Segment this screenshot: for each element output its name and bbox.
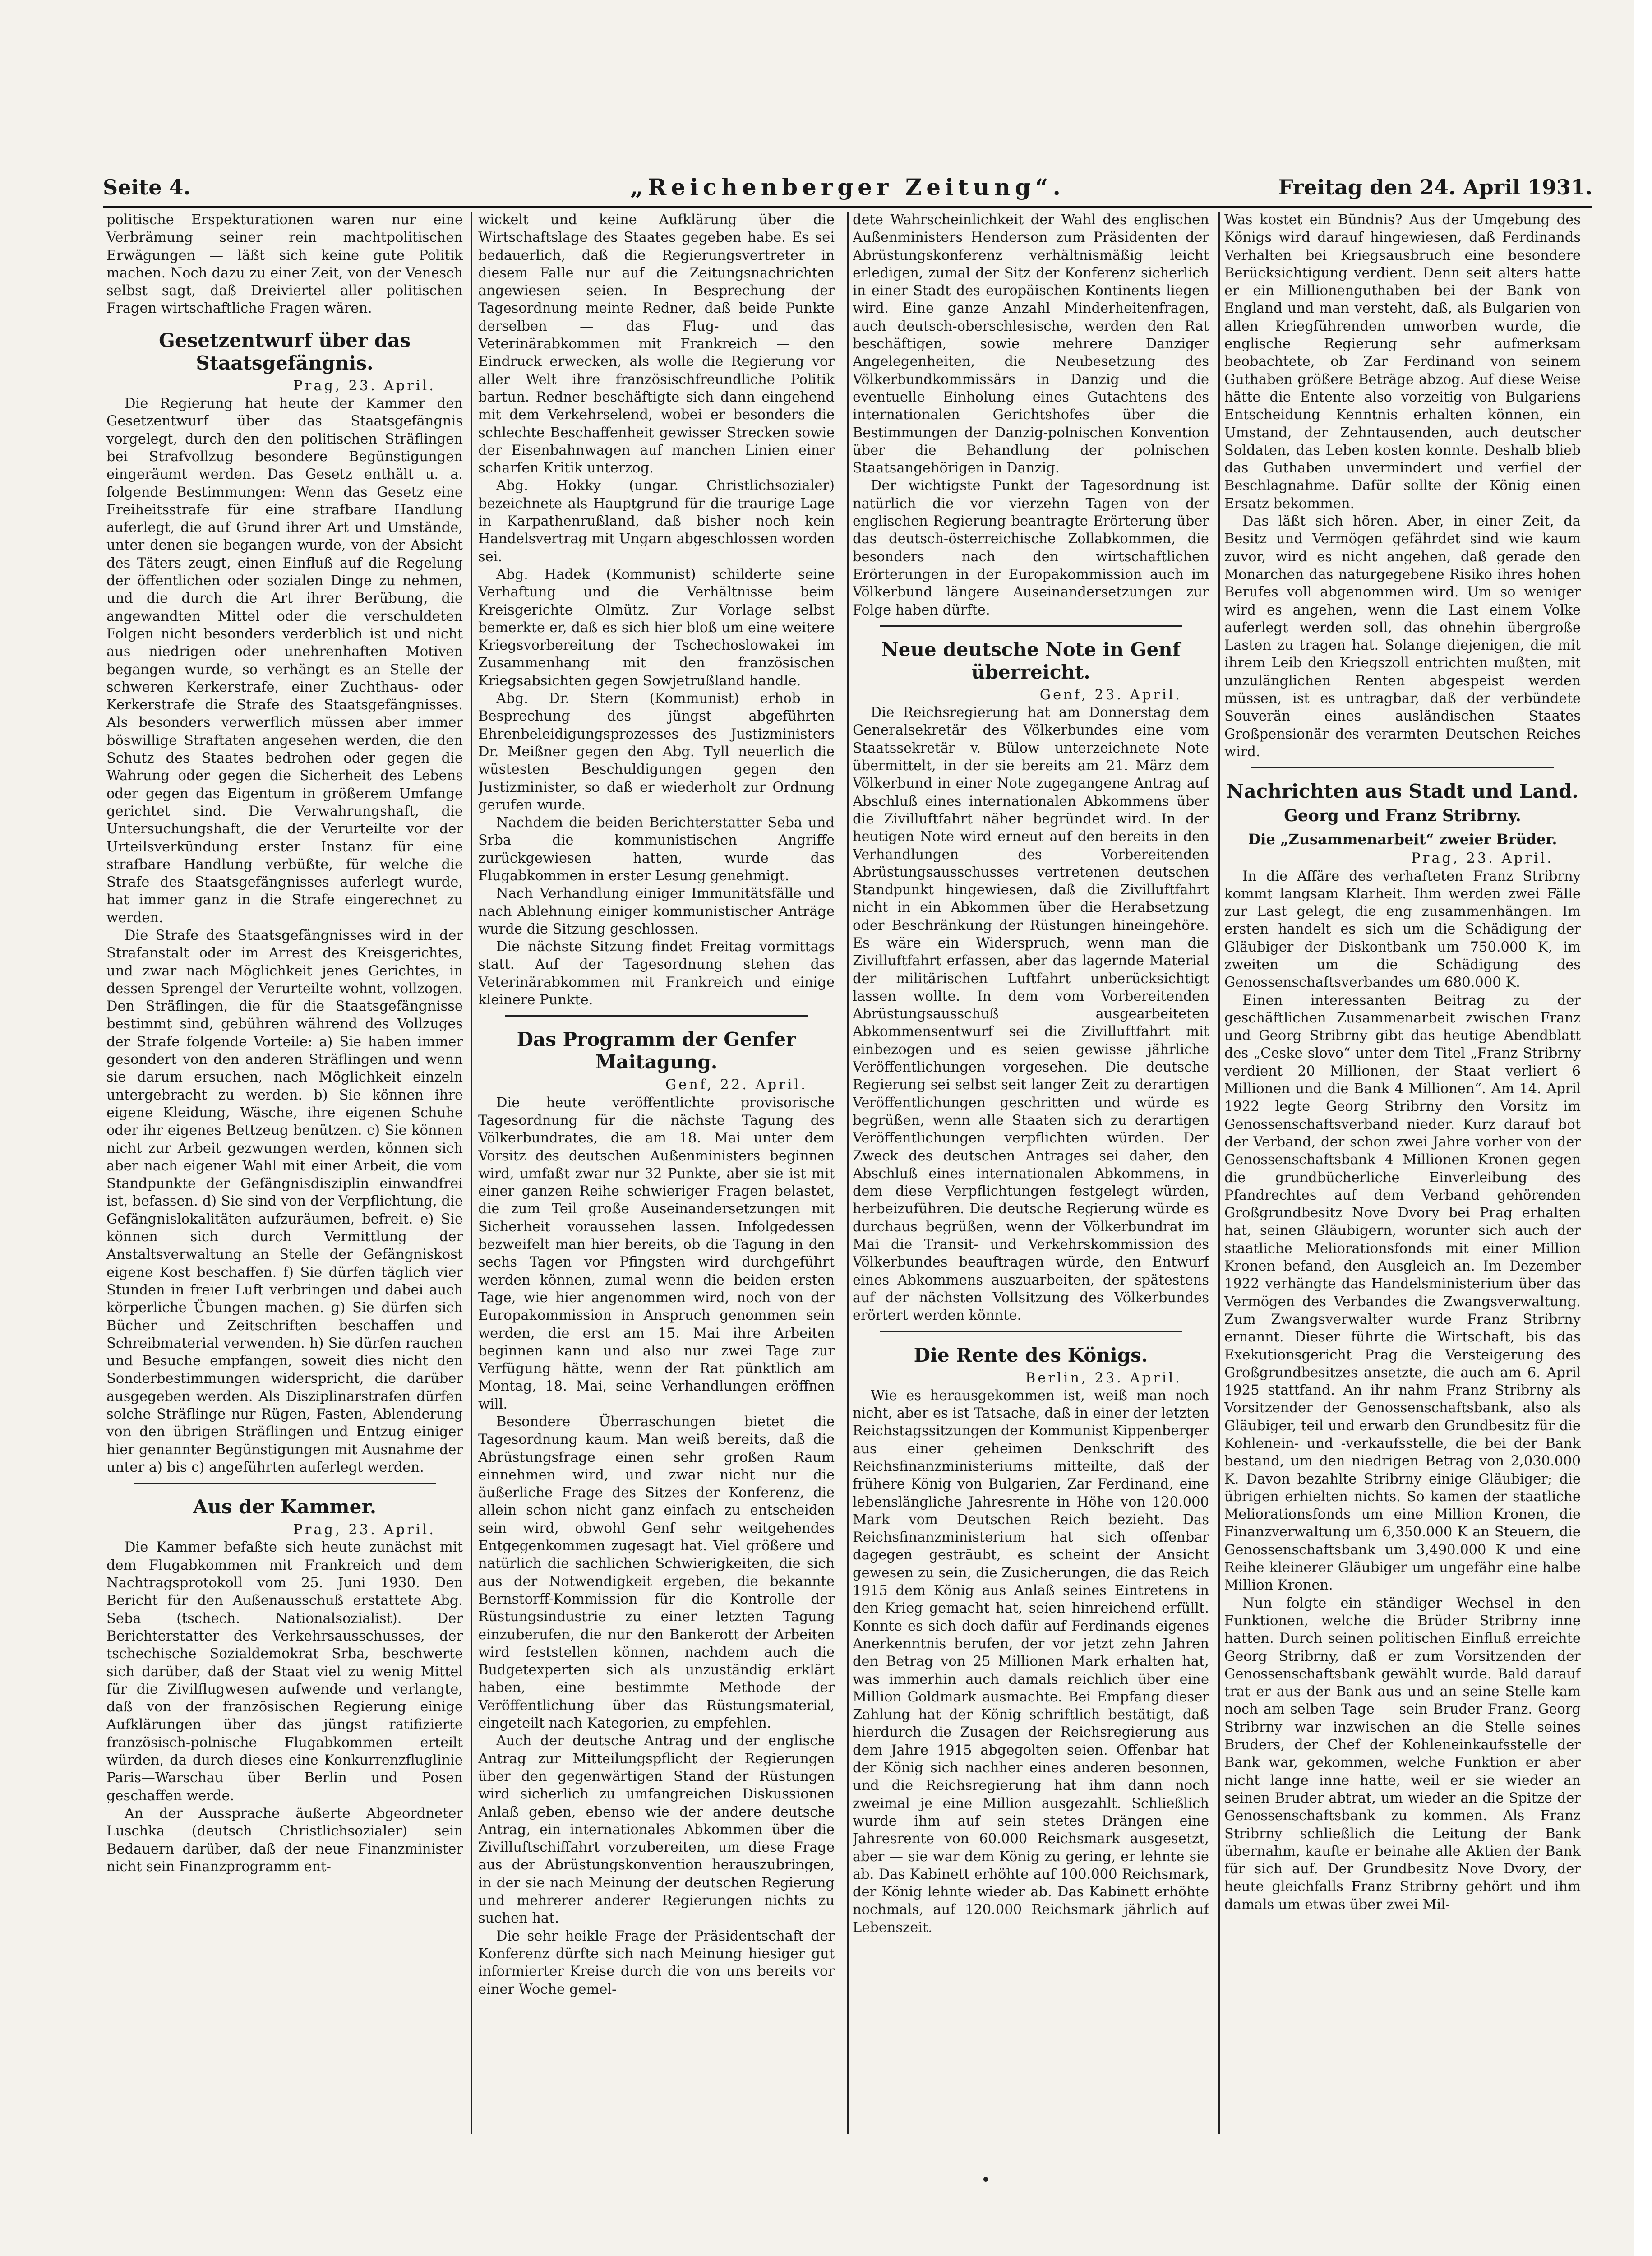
dateline: Genf, 22. April. bbox=[665, 1077, 808, 1093]
paragraph: Abg. Hokky (ungar. Christlichsozialer) bezeichnete als Hauptgrund für die traurige Lage in Karpathenrußland, daß bisher noch kein Handelsvertrag mit Ungarn abgeschlossen worden sei. bbox=[478, 478, 835, 565]
article-continuation: Was kostet ein Bündnis? Aus der Umgebung des Königs wird darauf hingewiesen, daß Ferdinands Verhalten bei Kriegsausbruch eine besondere Berücksichtigung verdient. Denn seit alters hatte er ein Millionenguthaben bei der Bank von England und man versteht, daß, als Bulgarien von allen Kriegführenden umworben wurde, die englische Regierung sehr aufmerksam beobachtete, ob Zar Ferdinand von seinem Guthaben größere Beträge abzog. Auf diese Weise hätte die Entente also vorzeitig von Bulgariens Entscheidung Kenntnis erhalten können, ein Umstand, der Zehntausenden, auch deutscher Soldaten, das Leben kosten konnte. Deshalb blieb das Guthaben unvermindert und verfiel der Beschlagnahme. Dafür sollte der König einen Ersatz bekommen. bbox=[1224, 212, 1581, 512]
subheadline-stribrny: Die „Zusammenarbeit“ zweier Brüder. bbox=[1248, 831, 1557, 848]
paragraph: Abg. Dr. Stern (Kommunist) erhob in Besprechung des jüngst abgeführten Ehrenbeleidigungsprozesses des Justizministers Dr. Meißner gegen den Abg. Tyll neuerlich die wüstesten Beschuldigungen gegen den Justizminister, so daß er wiederholt zur Ordnung gerufen wurde. bbox=[478, 691, 835, 813]
paragraph: In die Affäre des verhafteten Franz Stribrny kommt langsam Klarheit. Ihm werden zwei Fälle zur Last gelegt, die eng zusammenhängen. Im ersten handelt es sich um die Schädigung der Gläubiger der Diskontbank um 750.000 K, im zweiten um die Schädigung des Genossenschaftsverbandes um 680.000 K. bbox=[1224, 868, 1581, 991]
paragraph: Die sehr heikle Frage der Präsidentschaft der Konferenz dürfte sich nach Meinung hiesiger gut informierter Kreise durch die von uns bereits vor einer Woche gemel- bbox=[478, 1928, 835, 1997]
headline-stribrny: Georg und Franz Stribrny. bbox=[1284, 806, 1521, 826]
headline-genfer-maitagung: Das Programm der Genfer Maitagung. bbox=[517, 1028, 796, 1073]
paragraph: Nach Verhandlung einiger Immunitätsfälle und nach Ablehnung einiger kommunistischer Anträge wurde die Sitzung geschlossen. bbox=[478, 886, 835, 937]
dateline: Prag, 23. April. bbox=[293, 1522, 436, 1538]
article-divider bbox=[880, 625, 1182, 627]
dateline: Berlin, 23. April. bbox=[1025, 1370, 1182, 1386]
article-continuation: wickelt und keine Aufklärung über die Wirtschaftslage des Staates gegeben habe. Es sei bedauerlich, daß die Regierungsvertreter in diesem Falle nur auf die Zeitungsnachrichten angewiesen seien. In Besprechung der Tagesordnung meinte Redner, daß beide Punkte derselben — das Flug- und das Veterinärabkommen mit Frankreich — den Eindruck erwecken, als wolle die Regierung vor aller Welt ihre französischfreundliche Politik bartun. Redner beschäftigte sich dann eingehend mit dem Verkehrselend, wobei er besonders die schlechte Beschaffenheit gewisser Strecken sowie der Eisenbahnwagen auf manchen Linien einer scharfen Kritik unterzog. bbox=[478, 212, 835, 476]
paragraph: Die Kammer befaßte sich heute zunächst mit dem Flugabkommen mit Frankreich und dem Nachtragsprotokoll vom 25. Juni 1930. Den Bericht für den Außenausschuß erstattete Abg. Seba (tschech. Nationalsozialist). Der Berichterstatter des Verkehrsausschusses, der tschechische Sozialdemokrat Srba, beschwerte sich darüber, daß der Staat viel zu wenig Mittel für die Zivilflugwesen aufwende und verlangte, daß von der französischen Regierung einige Aufklärungen über das jüngst ratifizierte französisch-polnische Flugabkommen erteilt würden, da durch dieses eine Konkurrenzfluglinie Paris—Warschau über Berlin und Posen geschaffen werde. bbox=[106, 1539, 463, 1804]
article-divider bbox=[1251, 767, 1554, 768]
paragraph: Nun folgte ein ständiger Wechsel in den Funktionen, welche die Brüder Stribrny inne hatten. Durch seinen politischen Einfluß erreichte Georg Stribrny, daß er zum Vorsitzenden der Genossenschaftsbank gewählt wurde. Bald darauf trat er aus der Bank aus und an seine Stelle kam noch am selben Tage — sein Bruder Franz. Georg Stribrny war inzwischen an die Stelle seines Bruders, der Chef der Kohleneinkaufsstelle der Bank war, gekommen, welche Funktion er aber nicht lange inne hatte, weil er sie wieder an seinen Bruder abtrat, um wieder an die Spitze der Genossenschaftsbank zu kommen. Als Franz Stribrny schließlich die Leitung der Bank übernahm, kaufte er beinahe alle Aktien der Bank für sich auf. Der Grundbesitz Nove Dvory, der heute gleichfalls Franz Stribrny gehört und ihm damals um etwas über zwei Mil- bbox=[1224, 1595, 1581, 1913]
paragraph: Nachdem die beiden Berichterstatter Seba und Srba die kommunistischen Angriffe zurückgewiesen hatten, wurde das Flugabkommen in erster Lesung genehmigt. bbox=[478, 815, 835, 884]
paragraph: Einen interessanten Beitrag zu der geschäftlichen Zusammenarbeit zwischen Franz und Georg Stribrny gibt das heutige Abendblatt des „Ceske slovo“ unter dem Titel „Franz Stribrny verdient 20 Millionen, der Staat verliert 6 Millionen und die Bank 4 Millionen“. Am 14. April 1922 legte Georg Stribrny den Vorsitz im Genossenschaftsverband nieder. Kurz darauf bot der Verband, der schon zwei Jahre vorher von der Genossenschaftsbank 4 Millionen Kronen gegen die grundbücherliche Einverleibung des Pfandrechtes auf dem Verband gehörenden Großgrundbesitz Nove Dvory bei Prag erhalten hat, seinen Gläubigern, worunter sich auch der staatliche Meliorationsfonds mit einer Million Kronen befand, den Ausgleich an. Im Dezember 1922 verhängte das Handelsministerium über das Vermögen des Verbandes die Zwangsverwaltung. Zum Zwangsverwalter wurde Franz Stribrny ernannt. Dieser führte die Wirtschaft, bis das Exekutionsgericht Prag die Versteigerung des Großgrundbesitzes ansetzte, die auch am 6. April 1925 stattfand. An ihr nahm Franz Stribrny als Vorsitzender der Genossenschaftsbank, also als Gläubiger, teil und erwarb den Grundbesitz für die Kohlenein- und -verkaufsstelle, die bei der Bank bestand, um den niedrigen Betrag von 2,030.000 K. Davon bezahlte Stribrny einige Gläubiger; die übrigen erhielten nichts. So kamen der staatliche Meliorationsfonds um eine Million Kronen, die Finanzverwaltung um 6,350.000 K an Steuern, die Genossenschaftsbank um 3,490.000 K und eine Reihe kleinerer Gläubiger um ungefähr eine halbe Million Kronen. bbox=[1224, 992, 1581, 1594]
column-2 bbox=[478, 211, 835, 2142]
paragraph: Abg. Hadek (Kommunist) schilderte seine Verhaftung und die Verhältnisse beim Kreisgerichte Olmütz. Zur Vorlage selbst bemerkte er, daß es sich hier bloß um eine weitere Kriegsvorbereitung der Tschechoslowakei im Zusammenhang mit den französischen Kriegsabsichten gegen Sowjetrußland handle. bbox=[478, 566, 835, 689]
article-divider bbox=[134, 1483, 436, 1484]
headline-neue-note: Neue deutsche Note in Genf überreicht. bbox=[881, 638, 1181, 683]
headline-rente: Die Rente des Königs. bbox=[914, 1344, 1148, 1366]
issue-date: Freitag den 24. April 1931. bbox=[1278, 175, 1592, 199]
headline-staatsgefaengnis: Gesetzentwurf über das Staatsgefängnis. bbox=[159, 329, 411, 374]
paragraph: An der Aussprache äußerte Abgeordneter Luschka (deutsch Christlichsozialer) sein Bedauern darüber, daß der neue Finanzminister nicht sein Finanzprogramm ent- bbox=[106, 1805, 463, 1875]
paragraph: Besondere Überraschungen bietet die Tagesordnung kaum. Man weiß bereits, daß die Abrüstungsfrage einen sehr großen Raum einnehmen wird, und zwar nicht nur die äußerliche Frage des Sitzes der Konferenz, die allein schon nicht ganz einfach zu entscheiden sein wird, obwohl Genf sehr weitgehendes Entgegenkommen zugesagt hat. Viel größere und natürlich die sachlichen Schwierigkeiten, die sich aus der Notwendigkeit ergeben, die bekannte Bernstorff-Kommission für die Kontrolle der Rüstungsindustrie zu einer letzten Tagung einzuberufen, die nur den Bankerott der Arbeiten wird feststellen können, nachdem auch die Budgetexperten sich als unzuständig erklärt haben, eine bestimmte Methode der Veröffentlichung über das Rüstungsmaterial, eingeteilt nach Kategorien, zu empfehlen. bbox=[478, 1414, 835, 1732]
paragraph: Der wichtigste Punkt der Tagesordnung ist natürlich die vor vierzehn Tagen von der englischen Regierung beantragte Erörterung über das deutsch-österreichische Zollabkommen, die besonders nach den wirtschaftlichen Erörterungen in der Europakommission auch im Völkerbund längere Auseinandersetzungen zur Folge haben dürfte. bbox=[853, 478, 1209, 618]
paragraph: Auch der deutsche Antrag und der englische Antrag zur Mitteilungspflicht der Regierungen über den gegenwärtigen Stand der Rüstungen wird sicherlich zu umfangreichen Diskussionen Anlaß geben, ebenso wie der andere deutsche Antrag, ein internationales Abkommen über die Zivilluftschiffahrt vorzubereiten, um diese Frage aus der Abrüstungskonvention herauszubringen, in der sie nach Meinung der deutschen Regierung und mehrerer anderer Regierungen nichts zu suchen hat. bbox=[478, 1733, 835, 1927]
paragraph: Die Reichsregierung hat am Donnerstag dem Generalsekretär des Völkerbundes eine vom Staatssekretär v. Bülow unterzeichnete Note übermittelt, in der sie bereits am 21. März dem Völkerbund in einer Note zugegangene Antrag auf Abschluß eines internationalen Abkommens über die Zivilluftfahrt näher begründet wird. In der heutigen Note wird erneut auf den bereits in den Verhandlungen des Vorbereitenden Abrüstungsausschusses vertretenen deutschen Standpunkt hingewiesen, daß die Zivilluftfahrt nicht in ein Abkommen über die Herabsetzung oder Beschränkung der Rüstungen hineingehöre. Es wäre ein Widerspruch, wenn man die Zivilluftfahrt erfassen, aber das lagernde Material der militärischen Luftfahrt unberücksichtigt lassen wollte. In dem vom Vorbereitenden Abrüstungsausschuß ausgearbeiteten Abkommensentwurf sei die Zivilluftfahrt mit einbezogen und es seien gewisse jährliche Veröffentlichungen vorgesehen. Die deutsche Regierung sei selbst seit langer Zeit zu derartigen Veröffentlichungen geschritten und würde es begrüßen, wenn alle Staaten sich zu derartigen Veröffentlichungen verpflichten würden. Der Zweck des deutschen Antrages sei daher, den Abschluß eines internationalen Abkommens, in dem diese Verpflichtungen festgelegt würden, herbeizuführen. Die deutsche Regierung würde es durchaus begrüßen, wenn der Völkerbundrat im Mai die Transit- und Verkehrskommission des Völkerbundes beauftragen würde, den Entwurf eines Abkommens auszuarbeiten, der spätestens auf der nächsten Vollsitzung des Völkerbundes erörtert werden könnte. bbox=[853, 705, 1209, 1324]
page-header bbox=[103, 169, 1592, 205]
header-rule bbox=[103, 206, 1592, 208]
article-divider bbox=[505, 1015, 808, 1017]
dateline: Genf, 23. April. bbox=[1039, 687, 1182, 703]
article-continuation: dete Wahrscheinlichkeit der Wahl des englischen Außenministers Henderson zum Präsidenten der Abrüstungskonferenz verhältnismäßig leicht erledigen, zumal der Sitz der Konferenz sicherlich in einer Stadt des europäischen Kontinents liegen wird. Eine ganze Anzahl Minderheitenfragen, auch deutsch-oberschlesische, werden den Rat beschäftigen, sowie mehrere Danziger Angelegenheiten, die Neubesetzung des Völkerbundkommissärs in Danzig und die eventuelle Einholung eines Gutachtens des internationalen Gerichtshofes über die Bestimmungen der Danzig-polnischen Konvention über die Behandlung der polnischen Staatsangehörigen in Danzig. bbox=[853, 212, 1209, 476]
paragraph: Die nächste Sitzung findet Freitag vormittags statt. Auf der Tagesordnung stehen das Veterinärabkommen mit Frankreich und einige kleinere Punkte. bbox=[478, 939, 835, 1008]
paragraph: Das läßt sich hören. Aber, in einer Zeit, da Besitz und Vermögen gefährdet sind wie kaum zuvor, wird es nicht angehen, daß gerade den Monarchen das naturgegebene Risiko ihres hohen Berufes voll abgenommen wird. Um so weniger wird es angehen, wenn die Last einem Volke auferlegt werden soll, das ohnehin übergroße Lasten zu tragen hat. Solange diejenigen, die mit ihrem Leib den Kriegszoll entrichten mußten, mit unzulänglichen Renten abgespeist werden müssen, ist es untragbar, daß der verbündete Souverän eines ausländischen Staates Großpensionär des verarmten Deutschen Reiches wird. bbox=[1224, 513, 1581, 760]
column-rule-1 bbox=[471, 212, 472, 2134]
page-number: Seite 4. bbox=[103, 175, 191, 199]
print-speck bbox=[983, 2177, 988, 2182]
article-continuation: politische Erspekturationen waren nur eine Verbrämung seiner rein machtpolitischen Erwägungen — läßt sich keine gute Politik machen. Noch dazu zu einer Zeit, von der Venesch selbst sagt, daß Dreiviertel aller politischen Fragen wirtschaftliche Fragen wären. bbox=[106, 212, 463, 317]
column-4 bbox=[1224, 211, 1581, 2142]
newspaper-title: „Reichenberger Zeitung“. bbox=[630, 174, 1065, 200]
column-3 bbox=[853, 211, 1209, 2142]
column-rule-2 bbox=[847, 212, 849, 2134]
paragraph: Die Regierung hat heute der Kammer den Gesetzentwurf über das Staatsgefängnis vorgelegt, durch den den politischen Sträflingen bei Strafvollzug besondere Begünstigungen eingeräumt werden. Das Gesetz enthält u. a. folgende Bestimmungen: Wenn das Gesetz eine Freiheitsstrafe für eine strafbare Handlung auferlegt, die auf Grund ihrer Art und Umstände, unter denen sie begangen wurde, von der Absicht des Täters zeugt, einen Einfluß auf die Regelung der öffentlichen oder sozialen Dinge zu nehmen, und die durch die Art ihrer Berübung, die angewandten Mittel oder die verschuldeten Folgen nicht besonders verderblich ist und nicht aus niedrigen oder unehrenhaften Motiven begangen wurde, so verhängt es an Stelle der schweren Kerkerstrafe, einer Zuchthaus- oder Kerkerstrafe die Strafe des Staatsgefängnisses. Als besonders verwerflich müssen aber immer böswillige Straftaten angesehen werden, die den Schutz des Staates bedrohen oder gegen die Wahrung oder gegen die Sicherheit des Lebens oder gegen das Eigentum in größerem Umfange gerichtet sind. Die Verwahrungshaft, die Untersuchungshaft, die der Verurteilte vor der Urteilsverkündung erster Instanz für eine strafbare Handlung verbüßte, für welche die Strafe des Staatsgefängnisses auferlegt wurde, hat immer ganz in die Strafe eingerechnet zu werden. bbox=[106, 396, 463, 926]
scan-margin bbox=[1634, 0, 1652, 2256]
article-divider bbox=[880, 1331, 1182, 1332]
dateline: Prag, 23. April. bbox=[1411, 851, 1554, 867]
column-1 bbox=[106, 211, 463, 2142]
dateline: Prag, 23. April. bbox=[293, 378, 436, 394]
paragraph: Die Strafe des Staatsgefängnisses wird in der Strafanstalt oder im Arrest des Kreisgerichtes, und zwar nach Möglichkeit jenes Gerichtes, in dessen Sprengel der Verurteilte wohnt, vollzogen. Den Sträflingen, die für die Staatsgefängnisse bestimmt sind, gebühren während des Vollzuges der Strafe folgende Vorteile: a) Sie haben immer gesondert von den anderen Sträflingen und wenn sie darum ersuchen, nach Möglichkeit einzeln untergebracht zu werden. b) Sie können ihre eigene Kleidung, Wäsche, ihre eigenen Schuhe oder ihr eigenes Bettzeug benützen. c) Sie können nicht zur Arbeit gezwungen werden, können sich aber nach eigener Wahl mit einer Arbeit, die vom Standpunkte der Gefängnisdisziplin einwandfrei ist, befassen. d) Sie sind von der Verpflichtung, die Gefängnislokalitäten aufzuräumen, befreit. e) Sie können sich durch Vermittlung der Anstaltsverwaltung an Stelle der Gefängniskost eigene Kost beschaffen. f) Sie dürfen täglich vier Stunden in freier Luft verbringen und dabei auch körperliche Übungen machen. g) Sie dürfen sich Bücher und Zeitschriften beschaffen und Schreibmaterial verwenden. h) Sie dürfen rauchen und Besuche empfangen, soweit dies nicht den Sonderbestimmungen widerspricht, die darüber ausgegeben werden. Als Disziplinarstrafen dürfen solche Sträflinge nur Rügen, Fasten, Ablenderung von den übrigen Sträflingen und Entzug einiger hier genannter Begünstigungen mit Ausnahme der unter a) bis c) angeführten auferlegt werden. bbox=[106, 927, 463, 1475]
section-heading-stadt-land: Nachrichten aus Stadt und Land. bbox=[1227, 780, 1578, 803]
headline-kammer: Aus der Kammer. bbox=[193, 1496, 377, 1518]
paragraph: Wie es herausgekommen ist, weiß man noch nicht, aber es ist Tatsache, daß in einer der letzten Reichstagssitzungen der Kommunist Kippenberger aus einer geheimen Denkschrift des Reichsfinanzministeriums mitteilte, daß der frühere König von Bulgarien, Zar Ferdinand, eine lebenslängliche Jahresrente in Höhe von 120.000 Mark vom Deutschen Reich bezieht. Das Reichsfinanzministerium hat sich offenbar dagegen gesträubt, es scheint der Ansicht gewesen zu sein, die Zusicherungen, die das Reich 1915 dem König aus Anlaß seines Eintretens in den Krieg gemacht hat, seien hinreichend erfüllt. Konnte es sich doch dafür auf Ferdinands eigenes Anerkenntnis berufen, der vor jetzt zehn Jahren den Betrag von 25 Millionen Mark erhalten hat, was immerhin auch damals reichlich über eine Million Goldmark ausmachte. Bei Empfang dieser Zahlung hat der König schriftlich bestätigt, daß hierdurch die Zusagen der Reichsregierung aus dem Jahre 1915 abgegolten seien. Offenbar hat der König sich nachher eines anderen besonnen, und die Reichsregierung hat ihm dann noch zweimal je eine Million ausgezahlt. Schließlich wurde ihm auf sein stetes Drängen eine Jahresrente von 60.000 Reichsmark ausgesetzt, aber — sie war dem König zu gering, er lehnte sie ab. Das Kabinett erhöhte auf 100.000 Reichsmark, der König lehnte wieder ab. Das Kabinett erhöhte nochmals, auf 120.000 Reichsmark jährlich auf Lebenszeit. bbox=[853, 1387, 1209, 1936]
paragraph: Die heute veröffentlichte provisorische Tagesordnung für die nächste Tagung des Völkerbundrates, die am 18. Mai unter dem Vorsitz des deutschen Außenministers beginnen wird, umfaßt zwar nur 32 Punkte, aber sie ist mit einer ganzen Reihe schwieriger Fragen belastet, die zum Teil große Auseinandersetzungen mit Sicherheit voraussehen lassen. Infolgedessen bezweifelt man hier bereits, ob die Tagung in den sechs Tagen vor Pfingsten wird durchgeführt werden können, zumal wenn die beiden ersten Tage, wie hier angenommen wird, noch von der Europakommission in Anspruch genommen sein werden, die erst am 15. Mai ihre Arbeiten beginnen kann und also nur zwei Tage zur Verfügung hätte, wenn der Rat pünktlich am Montag, 18. Mai, seine Verhandlungen eröffnen will. bbox=[478, 1095, 835, 1412]
column-rule-3 bbox=[1218, 212, 1220, 2134]
